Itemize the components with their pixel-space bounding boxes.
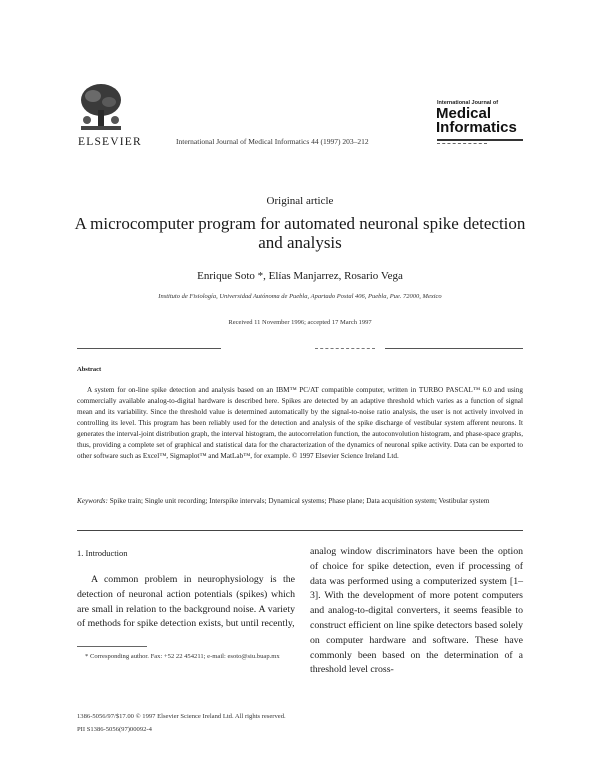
article-type: Original article (266, 195, 334, 207)
publisher-name: ELSEVIER (78, 136, 142, 148)
journal-logo-line2: Informatics (436, 119, 517, 136)
divider (385, 348, 523, 349)
section-heading: 1. Introduction (77, 548, 128, 558)
intro-right-column: analog window discriminators have been the option of choice for spike detection, even if processing of data was performed using a computerized system [1–3]. With the development of more potent computers and analog-to-digital converters, it seems feasible to construct efficient on line spike detectors based solely on computer hardware and software. These have commonly been based on the determination of a threshold level cross- (310, 546, 523, 676)
corresponding-author-footnote: * Corresponding author. Fax: +52 22 454211; e-mail: esoto@siu.buap.mx (85, 653, 280, 660)
abstract-body: A system for on-line spike detection and analysis based on an IBM™ PC/AT compatible computer, written in TURBO PASCAL™ 6.0 and using commercially available analog-to-digital hardware is described here. Spikes are detected by an adaptive threshold which varies as a function of signal mean and its variability. Since the threshold value is determined automatically by the signal-to-noise ratio analysis, the user is not actively involved in controlling its level. This program has been reliably used for the detection and analysis of the spike discharge of vestibular system afferent neurons. It generates the interval-joint distribution graph, the interval histogram, the autocorrelation function, the autoconvolution histogram, and phase-space graphs, thus, providing a complete set of graphical and statistical data for the characterization of the dynamics of neuronal spike activity. Data can be exported to other software such as Excel™, Sigmaplot™ and MatLab™, for example. © 1997 Elsevier Science Ireland Ltd. (77, 386, 523, 460)
journal-citation: International Journal of Medical Informatics 44 (1997) 203–212 (176, 137, 369, 146)
pii-line: PII S1386-5056(97)00092-4 (77, 726, 152, 733)
journal-logo-title (436, 107, 517, 135)
copyright-line: 1386-5056/97/$17.00 © 1997 Elsevier Science Ireland Ltd. All rights reserved. (77, 713, 286, 720)
journal-logo-divider (437, 143, 487, 145)
abstract-heading: Abstract (77, 366, 102, 373)
keywords-list: Spike train; Single unit recording; Interspike intervals; Dynamical systems; Phase plane; Data acquisition system; Vestibular system (109, 497, 490, 505)
journal-logo-bar (437, 139, 523, 141)
elsevier-tree-icon (77, 82, 125, 132)
footnote-divider (77, 646, 147, 647)
received-dates: Received 11 November 1996; accepted 17 March 1997 (228, 319, 372, 326)
article-title: A microcomputer program for automated neuronal spike detection and analysis (74, 214, 526, 252)
divider (315, 348, 375, 349)
keywords-label: Keywords: (77, 497, 108, 505)
divider (77, 348, 221, 349)
journal-logo-line1: Medical (436, 105, 492, 122)
affiliation: Instituto de Fisiología, Universidad Autónoma de Puebla, Apartado Postal 406, Puebla, Pue. 72000, Mexico (158, 293, 442, 300)
journal-logo-prefix: International Journal of (437, 100, 499, 106)
author-list: Enrique Soto *, Elías Manjarrez, Rosario Vega (197, 270, 403, 282)
divider (77, 530, 523, 531)
intro-left-column: A common problem in neurophysiology is the detection of neuronal action potentials (spikes) which are small in relation to the background noise. A variety of methods for spike detection exists, but until recently, (77, 574, 295, 630)
keywords (77, 496, 523, 507)
